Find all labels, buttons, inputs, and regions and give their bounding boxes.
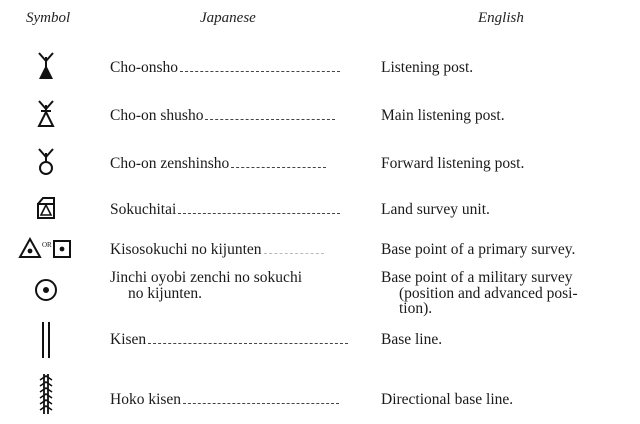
english-term: Listening post. — [381, 59, 474, 76]
or-label: OR — [42, 241, 52, 249]
military-survey-base-point-icon — [24, 272, 68, 308]
english-term-cont2: tion). — [399, 300, 433, 317]
main-listening-post-icon — [24, 96, 68, 132]
english-term: Land survey unit. — [381, 201, 490, 218]
japanese-term-cont: no kijunten. — [128, 285, 203, 302]
land-survey-unit-icon — [24, 190, 68, 226]
english-term: Directional base line. — [381, 391, 514, 408]
directional-base-line-icon — [24, 372, 68, 416]
listening-post-icon — [24, 48, 68, 84]
header-symbol: Symbol — [26, 10, 71, 26]
japanese-term: Jinchi oyobi zenchi no sokuchi — [110, 269, 302, 286]
base-line-icon — [24, 322, 68, 358]
english-term: Main listening post. — [381, 107, 505, 124]
english-term: Forward listening post. — [381, 155, 525, 172]
header-japanese: Japanese — [200, 10, 256, 26]
english-term: Base point of a military survey — [381, 269, 573, 286]
english-term-cont: (position and advanced posi- — [399, 284, 578, 302]
english-term: Base line. — [381, 331, 443, 348]
forward-listening-post-icon — [24, 144, 68, 180]
english-term: Base point of a primary survey. — [381, 241, 576, 258]
japanese-term: Sokuchitai — [110, 201, 177, 218]
japanese-term: Hoko kisen — [110, 391, 182, 408]
primary-survey-base-point-icon — [16, 230, 76, 266]
japanese-term: Cho-on shusho — [110, 107, 204, 124]
japanese-term: Kisosokuchi no kijunten — [110, 241, 262, 258]
japanese-term: Cho-on zenshinsho — [110, 155, 230, 172]
japanese-term: Cho-onsho — [110, 59, 179, 76]
japanese-term: Kisen — [110, 331, 147, 348]
header-english: English — [478, 10, 524, 26]
